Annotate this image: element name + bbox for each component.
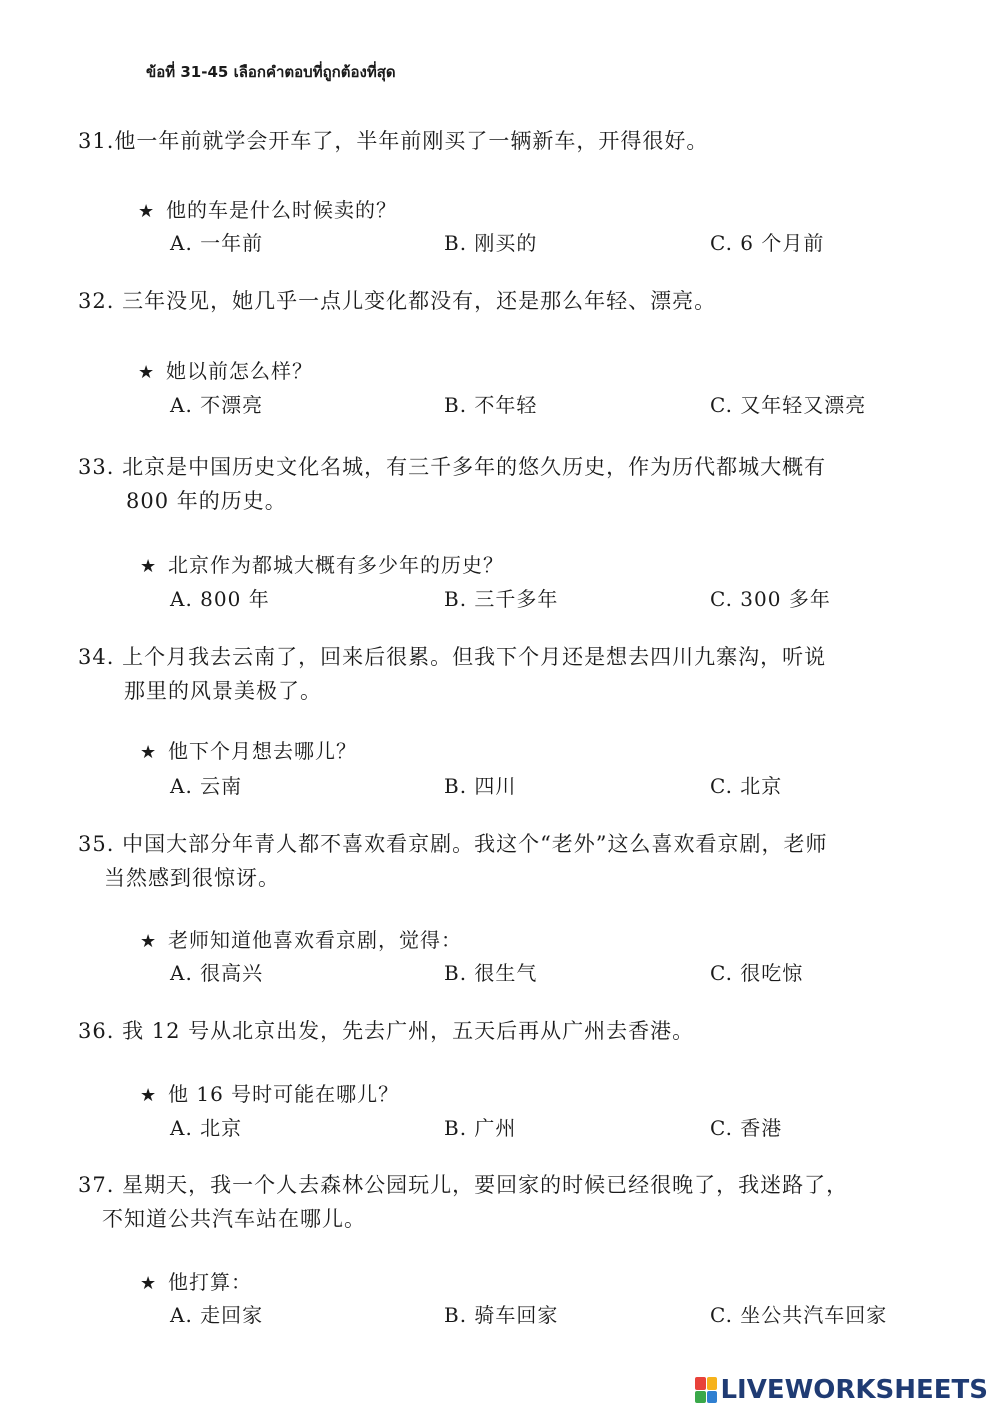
question-prompt-text: 他下个月想去哪儿？ — [168, 739, 357, 763]
question-prompt-text: 他 16 号时可能在哪儿？ — [168, 1082, 400, 1106]
question-33-option-b[interactable]: B. 三千多年 — [444, 587, 559, 611]
logo-badge-cell — [707, 1391, 718, 1404]
question-prompt-text: 北京作为都城大概有多少年的历史？ — [168, 553, 504, 577]
question-text-line-2: 那里的风景美极了。 — [124, 679, 322, 703]
question-36-prompt — [140, 1078, 399, 1107]
instruction-heading: ข้อที่ 31-45 เลือกคำตอบที่ถูกต้องที่สุด — [146, 63, 396, 81]
question-text-line: 36. 我 12 号从北京出发，先去广州，五天后再从广州去香港。 — [78, 1019, 695, 1043]
question-37-option-b[interactable]: B. 骑车回家 — [444, 1303, 559, 1327]
question-36-option-a[interactable]: A. 北京 — [170, 1116, 243, 1140]
question-text-line: 35. 中国大部分年青人都不喜欢看京剧。我这个“老外”这么喜欢看京剧，老师 — [78, 832, 828, 856]
star-icon: ★ — [140, 742, 158, 763]
question-36-option-b[interactable]: B. 广州 — [444, 1116, 517, 1140]
question-prompt-text: 他的车是什么时候卖的？ — [166, 198, 397, 222]
question-text-line: 33. 北京是中国历史文化名城，有三千多年的悠久历史，作为历代都城大概有 — [78, 455, 827, 479]
question-32-prompt — [138, 355, 313, 384]
question-prompt-text: 老师知道他喜欢看京剧，觉得： — [168, 928, 462, 952]
star-icon: ★ — [138, 201, 156, 222]
question-37-prompt — [140, 1266, 252, 1295]
question-35-option-c[interactable]: C. 很吃惊 — [710, 961, 804, 985]
question-32-text — [78, 284, 938, 318]
question-text-line: 37. 星期天，我一个人去森林公园玩儿，要回家的时候已经很晚了，我迷路了， — [78, 1173, 849, 1197]
star-icon: ★ — [140, 1085, 158, 1106]
question-37-option-a[interactable]: A. 走回家 — [170, 1303, 264, 1327]
question-34-prompt — [140, 735, 357, 764]
question-35-option-b[interactable]: B. 很生气 — [444, 961, 538, 985]
question-31-option-a[interactable]: A. 一年前 — [170, 231, 264, 255]
star-icon: ★ — [138, 362, 156, 383]
question-31-option-b[interactable]: B. 刚买的 — [444, 231, 538, 255]
question-33-prompt — [140, 549, 504, 578]
question-31-text — [78, 124, 938, 158]
question-33-option-c[interactable]: C. 300 多年 — [710, 587, 831, 611]
question-32-option-b[interactable]: B. 不年轻 — [444, 393, 538, 417]
question-36-option-c[interactable]: C. 香港 — [710, 1116, 783, 1140]
star-icon: ★ — [140, 1273, 158, 1294]
question-prompt-text: 他打算： — [168, 1270, 252, 1294]
question-text-line-2: 当然感到很惊讶。 — [104, 866, 280, 890]
question-34-text — [78, 640, 938, 708]
question-text-line: 32. 三年没见，她几乎一点儿变化都没有，还是那么年轻、漂亮。 — [78, 289, 717, 313]
question-33-option-a[interactable]: A. 800 年 — [170, 587, 270, 611]
question-31-option-c[interactable]: C. 6 个月前 — [710, 231, 825, 255]
question-37-option-c[interactable]: C. 坐公共汽车回家 — [710, 1303, 888, 1327]
question-34-option-b[interactable]: B. 四川 — [444, 774, 517, 798]
question-34-option-c[interactable]: C. 北京 — [710, 774, 783, 798]
star-icon: ★ — [140, 931, 158, 952]
logo-badge-cell — [695, 1377, 706, 1390]
question-32-option-a[interactable]: A. 不漂亮 — [170, 393, 264, 417]
logo-badge-cell — [695, 1391, 706, 1404]
question-34-option-a[interactable]: A. 云南 — [170, 774, 243, 798]
logo-badge-icon — [695, 1377, 717, 1403]
question-35-text — [78, 827, 938, 895]
logo-badge-cell — [707, 1377, 718, 1390]
question-33-text — [78, 450, 938, 518]
question-31-prompt — [138, 194, 397, 223]
question-prompt-text: 她以前怎么样？ — [166, 359, 313, 383]
question-text-line-2: 800 年的历史。 — [126, 489, 287, 513]
question-32-option-c[interactable]: C. 又年轻又漂亮 — [710, 393, 867, 417]
question-text-line-2: 不知道公共汽车站在哪儿。 — [102, 1207, 366, 1231]
liveworksheets-logo[interactable] — [695, 1375, 988, 1405]
question-text-line: 31.他一年前就学会开车了，半年前刚买了一辆新车，开得很好。 — [78, 129, 709, 153]
star-icon: ★ — [140, 556, 158, 577]
question-text-line: 34. 上个月我去云南了，回来后很累。但我下个月还是想去四川九寨沟，听说 — [78, 645, 827, 669]
question-36-text — [78, 1014, 938, 1048]
question-37-text — [78, 1168, 938, 1236]
logo-text: LIVEWORKSHEETS — [720, 1375, 988, 1405]
question-35-prompt — [140, 924, 462, 953]
question-35-option-a[interactable]: A. 很高兴 — [170, 961, 264, 985]
